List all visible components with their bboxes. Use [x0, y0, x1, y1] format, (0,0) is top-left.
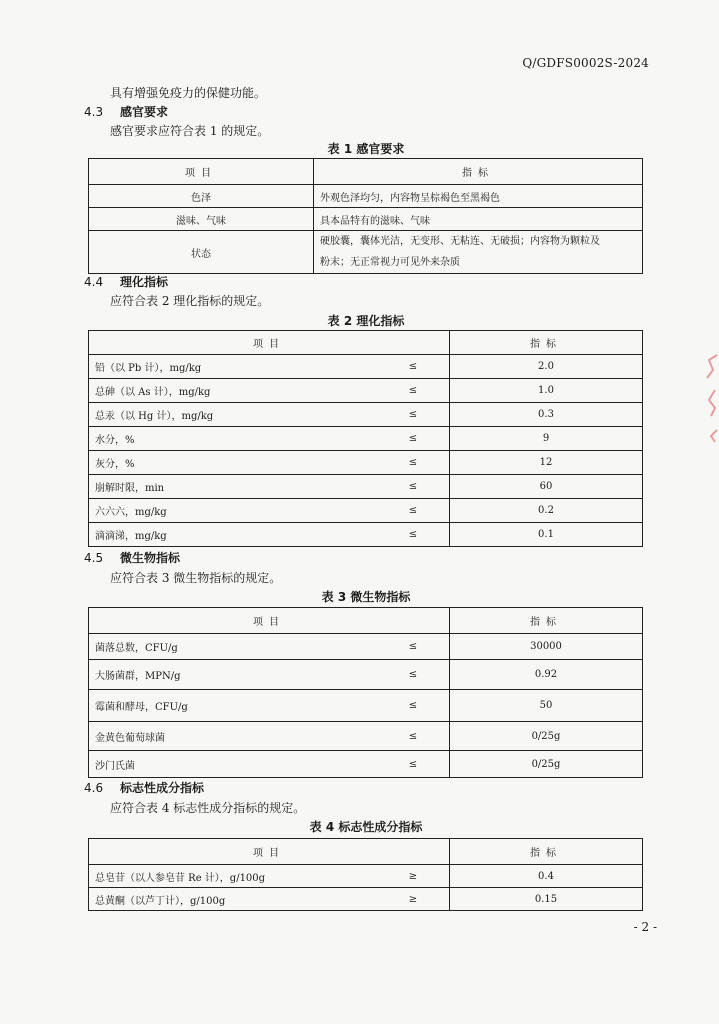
row-symbol: ≥ — [377, 865, 450, 888]
row-item: 大肠菌群，MPN/g — [89, 660, 378, 690]
row-item: 滴滴涕，mg/kg — [89, 523, 378, 547]
row-value: 30000 — [450, 634, 643, 660]
row-symbol: ≤ — [377, 690, 450, 722]
section-4-3-heading — [84, 103, 168, 120]
table-header-index: 指标 — [450, 331, 643, 355]
section-4-4-text: 应符合表 2 理化指标的规定。 — [110, 294, 270, 308]
document-number: Q/GDFS0002S-2024 — [522, 56, 649, 70]
row-value: 9 — [450, 427, 643, 451]
row-value: 0.92 — [450, 660, 643, 690]
table-header-index: 指标 — [450, 839, 643, 865]
table-row — [89, 475, 643, 499]
row-value: 1.0 — [450, 379, 643, 403]
table-header-item: 项目 — [89, 608, 450, 634]
row-symbol: ≤ — [377, 660, 450, 690]
table-row — [89, 660, 643, 690]
row-symbol: ≤ — [377, 722, 450, 751]
section-number: 4.5 — [84, 551, 104, 565]
section-number: 4.4 — [84, 275, 104, 289]
row-item: 沙门氏菌 — [89, 751, 378, 778]
table-header-item: 项目 — [89, 839, 450, 865]
row-item: 滋味、气味 — [89, 208, 314, 231]
table-4-marker-components — [88, 838, 643, 911]
row-value: 0.3 — [450, 403, 643, 427]
row-item: 水分，% — [89, 427, 378, 451]
row-item: 六六六，mg/kg — [89, 499, 378, 523]
row-value — [314, 231, 643, 274]
row-value: 外观色泽均匀，内容物呈棕褐色至黑褐色 — [314, 185, 643, 208]
table-row — [89, 231, 643, 274]
row-value: 具本品特有的滋味、气味 — [314, 208, 643, 231]
row-item: 崩解时限，min — [89, 475, 378, 499]
row-value: 50 — [450, 690, 643, 722]
table-header-item: 项目 — [89, 159, 314, 185]
row-symbol: ≤ — [377, 355, 450, 379]
section-number: 4.6 — [84, 781, 104, 795]
table-row — [89, 888, 643, 911]
row-value-line: 粉末；无正常视力可见外来杂质 — [320, 257, 460, 268]
row-item: 色泽 — [89, 185, 314, 208]
row-item: 菌落总数，CFU/g — [89, 634, 378, 660]
row-item: 状态 — [89, 231, 314, 274]
table-row — [89, 185, 643, 208]
seal-icon — [703, 350, 719, 450]
row-item: 金黄色葡萄球菌 — [89, 722, 378, 751]
section-number: 4.3 — [84, 105, 104, 119]
table-row — [89, 427, 643, 451]
table-row — [89, 499, 643, 523]
row-value: 0.4 — [450, 865, 643, 888]
row-symbol: ≤ — [377, 379, 450, 403]
row-item: 霉菌和酵母，CFU/g — [89, 690, 378, 722]
table-2-caption: 表 2 理化指标 — [327, 314, 405, 328]
table-row — [89, 751, 643, 778]
section-4-4-heading — [84, 273, 168, 290]
table-row — [89, 690, 643, 722]
row-item: 灰分，% — [89, 451, 378, 475]
row-value-line: 硬胶囊，囊体光洁，无变形、无粘连、无破损；内容物为颗粒及 — [320, 236, 600, 247]
row-item: 总黄酮（以芦丁计），g/100g — [89, 888, 378, 911]
table-4-caption: 表 4 标志性成分指标 — [309, 820, 423, 834]
section-4-5-heading — [84, 549, 180, 566]
row-symbol: ≤ — [377, 403, 450, 427]
table-row — [89, 523, 643, 547]
table-row — [89, 355, 643, 379]
row-value: 12 — [450, 451, 643, 475]
table-2-physicochemical — [88, 330, 643, 547]
table-1-sensory — [88, 158, 643, 274]
section-4-6-text: 应符合表 4 标志性成分指标的规定。 — [110, 801, 306, 815]
row-value: 0/25g — [450, 751, 643, 778]
section-title: 微生物指标 — [120, 551, 181, 565]
red-stamp-edge — [703, 350, 719, 450]
table-row — [89, 379, 643, 403]
table-row — [89, 722, 643, 751]
row-value: 0.1 — [450, 523, 643, 547]
section-4-6-heading — [84, 779, 204, 796]
table-1-caption: 表 1 感官要求 — [327, 142, 405, 156]
table-row — [89, 634, 643, 660]
row-item: 总皂苷（以人参皂苷 Re 计），g/100g — [89, 865, 378, 888]
table-header-index: 指标 — [314, 159, 643, 185]
table-header-index: 指标 — [450, 608, 643, 634]
row-item: 总汞（以 Hg 计），mg/kg — [89, 403, 378, 427]
row-item: 铅（以 Pb 计），mg/kg — [89, 355, 378, 379]
section-4-3-text: 感官要求应符合表 1 的规定。 — [110, 124, 270, 138]
table-row — [89, 403, 643, 427]
table-row — [89, 865, 643, 888]
table-row — [89, 208, 643, 231]
section-title: 感官要求 — [120, 105, 169, 119]
section-4-5-text: 应符合表 3 微生物指标的规定。 — [110, 571, 282, 585]
row-value: 0.2 — [450, 499, 643, 523]
table-row — [89, 451, 643, 475]
table-header-item: 项目 — [89, 331, 450, 355]
row-value: 2.0 — [450, 355, 643, 379]
section-title: 理化指标 — [120, 275, 169, 289]
row-symbol: ≤ — [377, 499, 450, 523]
row-item: 总砷（以 As 计），mg/kg — [89, 379, 378, 403]
row-symbol: ≤ — [377, 475, 450, 499]
row-symbol: ≥ — [377, 888, 450, 911]
table-3-caption: 表 3 微生物指标 — [321, 590, 411, 604]
row-symbol: ≤ — [377, 634, 450, 660]
row-value: 0/25g — [450, 722, 643, 751]
page-number: - 2 - — [633, 920, 657, 934]
row-symbol: ≤ — [377, 751, 450, 778]
row-value: 60 — [450, 475, 643, 499]
row-value: 0.15 — [450, 888, 643, 911]
intro-line: 具有增强免疫力的保健功能。 — [110, 86, 267, 100]
table-3-microbial — [88, 607, 643, 778]
section-title: 标志性成分指标 — [120, 781, 205, 795]
row-symbol: ≤ — [377, 523, 450, 547]
row-symbol: ≤ — [377, 451, 450, 475]
row-symbol: ≤ — [377, 427, 450, 451]
